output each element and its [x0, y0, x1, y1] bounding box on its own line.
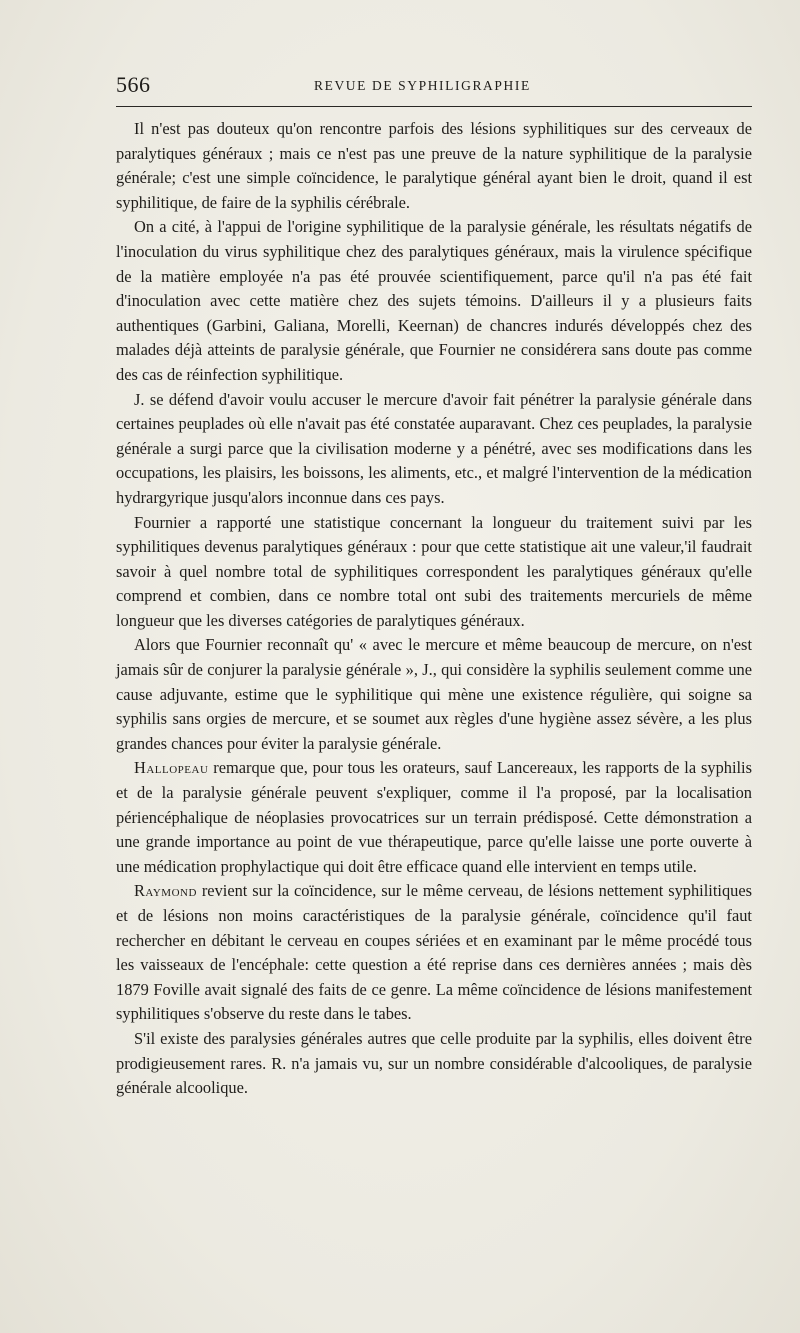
speaker-name: Raymond [134, 881, 197, 901]
speaker-name: Hallopeau [134, 758, 209, 778]
page-header [116, 72, 752, 107]
page-number: 566 [116, 72, 151, 97]
paragraph-text: Fournier a rapporté une statistique concernant la longueur du traitement suivi par les syphilitiques devenus paralytiques généraux : pour que cette statistique ait une valeur,'il faudrait savoir à quel nombre total de syphilitiques correspondent les paralytiques généraux qu'elle comprend et combien, dans ce nombre total ont subi des traitements mercuriels de même longueur que les diverses catégories de paralytiques généraux. [116, 512, 752, 630]
paragraph-text: J. se défend d'avoir voulu accuser le mercure d'avoir fait pénétrer la paralysie générale dans certaines peuplades où elle n'avait pas été constatée auparavant. Chez ces peuplades, la paralysie générale a surgi parce que la civilisation moderne y a pénétré, avec ses modifications dans les occupations, les plaisirs, les boissons, les aliments, etc., et malgré l'intervention de la médication hydrargyrique jusqu'alors inconnue dans ces pays. [116, 389, 752, 507]
paragraph-text: On a cité, à l'appui de l'origine syphilitique de la paralysie générale, les résultats négatifs de l'inoculation du virus syphilitique chez des paralytiques généraux, mais la virulence spécifique de la matière employée n'a pas été prouvée scientifiquement, parce qu'il n'a pas été fait d'inoculation avec cette matière chez des sujets témoins. D'ailleurs il y a plusieurs faits authentiques (Garbini, Galiana, Morelli, Keernan) de chancres indurés développés chez des malades déjà atteints de paralysie générale, que Fournier ne considérera sans doute pas comme des cas de réinfection syphilitique. [116, 217, 752, 384]
article-body [116, 117, 752, 1101]
paragraph [116, 215, 752, 387]
paragraph [116, 756, 752, 879]
paragraph-text: S'il existe des paralysies générales autres que celle produite par la syphilis, elles doivent être prodigieusement rares. R. n'a jamais vu, sur un nombre considérable d'alcooliques, de paralysie générale alcoolique. [116, 1028, 752, 1098]
paragraph [116, 388, 752, 511]
running-title: REVUE DE SYPHILIGRAPHIE [314, 78, 531, 93]
paragraph-text: Alors que Fournier reconnaît qu' « avec le mercure et même beaucoup de mercure, on n'est jamais sûr de conjurer la paralysie générale », J., qui considère la syphilis seulement comme une cause adjuvante, estime que le syphilitique qui mène une existence régulière, qui soigne sa syphilis sans orgies de mercure, et se soumet aux règles d'une hygiène assez sévère, a les plus grandes chances pour éviter la paralysie générale. [116, 635, 752, 753]
paragraph [116, 879, 752, 1027]
paragraph [116, 117, 752, 215]
paragraph [116, 1027, 752, 1101]
paragraph [116, 511, 752, 634]
paragraph-text: remarque que, pour tous les orateurs, sauf Lancereaux, les rapports de la syphilis et de la paralysie générale peuvent s'expliquer, comme il l'a proposé, par la localisation périencéphalique de néoplasies provocatrices sur un terrain prédisposé. Cette démonstration a une grande importance au point de vue thérapeutique, parce qu'elle laisse une porte ouverte à une médication prophylactique qui doit être efficace quand elle intervient en temps utile. [116, 758, 752, 876]
paragraph [116, 633, 752, 756]
paragraph-text: revient sur la coïncidence, sur le même cerveau, de lésions nettement syphilitiques et de lésions non moins caractéristiques de la paralysie générale, coïncidence qu'il faut rechercher en débitant le cerveau en coupes sériées et en examinant par le même procédé tous les vaisseaux de l'encéphale: cette question a été reprise dans ces dernières années ; mais dès 1879 Foville avait signalé des faits de ce genre. La même coïncidence de lésions manifestement syphilitiques s'observe du reste dans le tabes. [116, 881, 752, 1024]
paragraph-text: Il n'est pas douteux qu'on rencontre parfois des lésions syphilitiques sur des cerveaux de paralytiques généraux ; mais ce n'est pas une preuve de la nature syphilitique de la paralysie générale; c'est une simple coïncidence, le paralytique général ayant bien le droit, quand il est syphilitique, de faire de la syphilis cérébrale. [116, 119, 752, 212]
